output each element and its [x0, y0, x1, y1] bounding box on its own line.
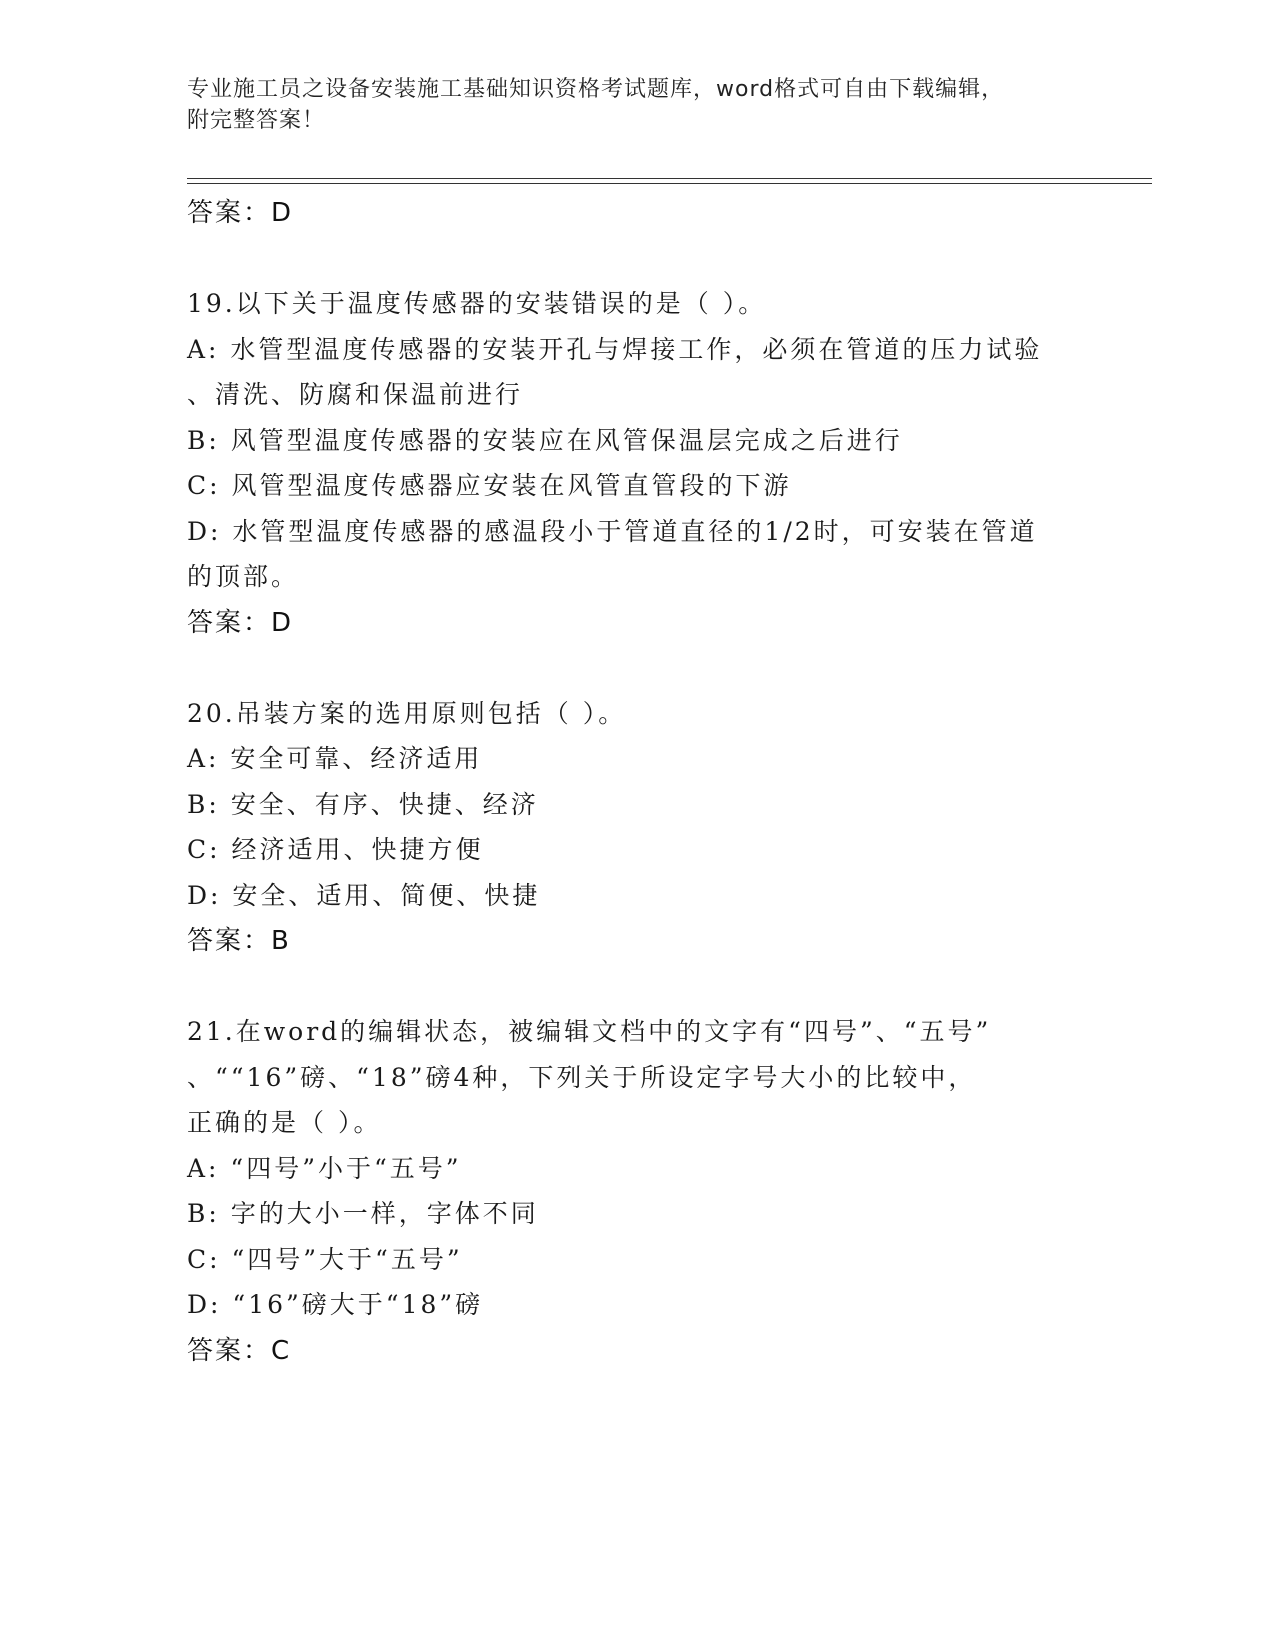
- spacer: [187, 646, 1087, 691]
- option-d: D: “16”磅大于“18”磅: [187, 1290, 484, 1319]
- option-c: C: 风管型温度传感器应安装在风管直管段的下游: [187, 471, 792, 500]
- option-d: D: 安全、适用、简便、快捷: [187, 880, 541, 910]
- header-divider-top: [187, 178, 1152, 179]
- question-20: [187, 691, 1087, 965]
- option-a: A: “四号”小于“五号”: [187, 1153, 462, 1183]
- question-stem: 19.以下关于温度传感器的安装错误的是（ ）。: [187, 289, 767, 318]
- spacer: [187, 236, 1087, 281]
- previous-answer: 答案：D: [187, 198, 294, 228]
- spacer: [187, 964, 1087, 1009]
- option-a: A: 水管型温度传感器的安装开孔与焊接工作，必须在管道的压力试验: [187, 334, 1043, 364]
- question-stem: 20.吊装方案的选用原则包括（ ）。: [187, 698, 627, 728]
- question-list: [187, 190, 1087, 1374]
- option-d: D: 水管型温度传感器的感温段小于管道直径的1/2时，可安装在管道: [187, 516, 1038, 546]
- question-answer: 答案：B: [187, 926, 291, 956]
- document-header: [187, 74, 1067, 136]
- header-divider-bottom: [187, 183, 1152, 184]
- question-stem-continued: 正确的是（ ）。: [187, 1108, 382, 1137]
- question-answer: 答案：D: [187, 607, 294, 638]
- option-b: B: 风管型温度传感器的安装应在风管保温层完成之后进行: [187, 425, 903, 455]
- option-a: A: 安全可靠、经济适用: [187, 744, 483, 773]
- question-answer: 答案：C: [187, 1335, 292, 1366]
- option-c: C: “四号”大于“五号”: [187, 1244, 463, 1274]
- option-b: B: 安全、有序、快捷、经济: [187, 789, 539, 819]
- question-21: [187, 1009, 1087, 1374]
- header-line-1: 专业施工员之设备安装施工基础知识资格考试题库，word格式可自由下载编辑，: [187, 77, 1005, 102]
- question-stem-continued: 、““16”磅、“18”磅4种，下列关于所设定字号大小的比较中，: [187, 1062, 977, 1092]
- option-b: B: 字的大小一样，字体不同: [187, 1199, 539, 1228]
- question-stem: 21.在word的编辑状态，被编辑文档中的文字有“四号”、“五号”: [187, 1017, 992, 1046]
- header-line-2: 附完整答案！: [187, 108, 326, 133]
- question-19: [187, 281, 1087, 646]
- option-d-continued: 的顶部。: [187, 562, 300, 591]
- option-c: C: 经济适用、快捷方便: [187, 835, 484, 864]
- option-a-continued: 、清洗、防腐和保温前进行: [187, 380, 524, 409]
